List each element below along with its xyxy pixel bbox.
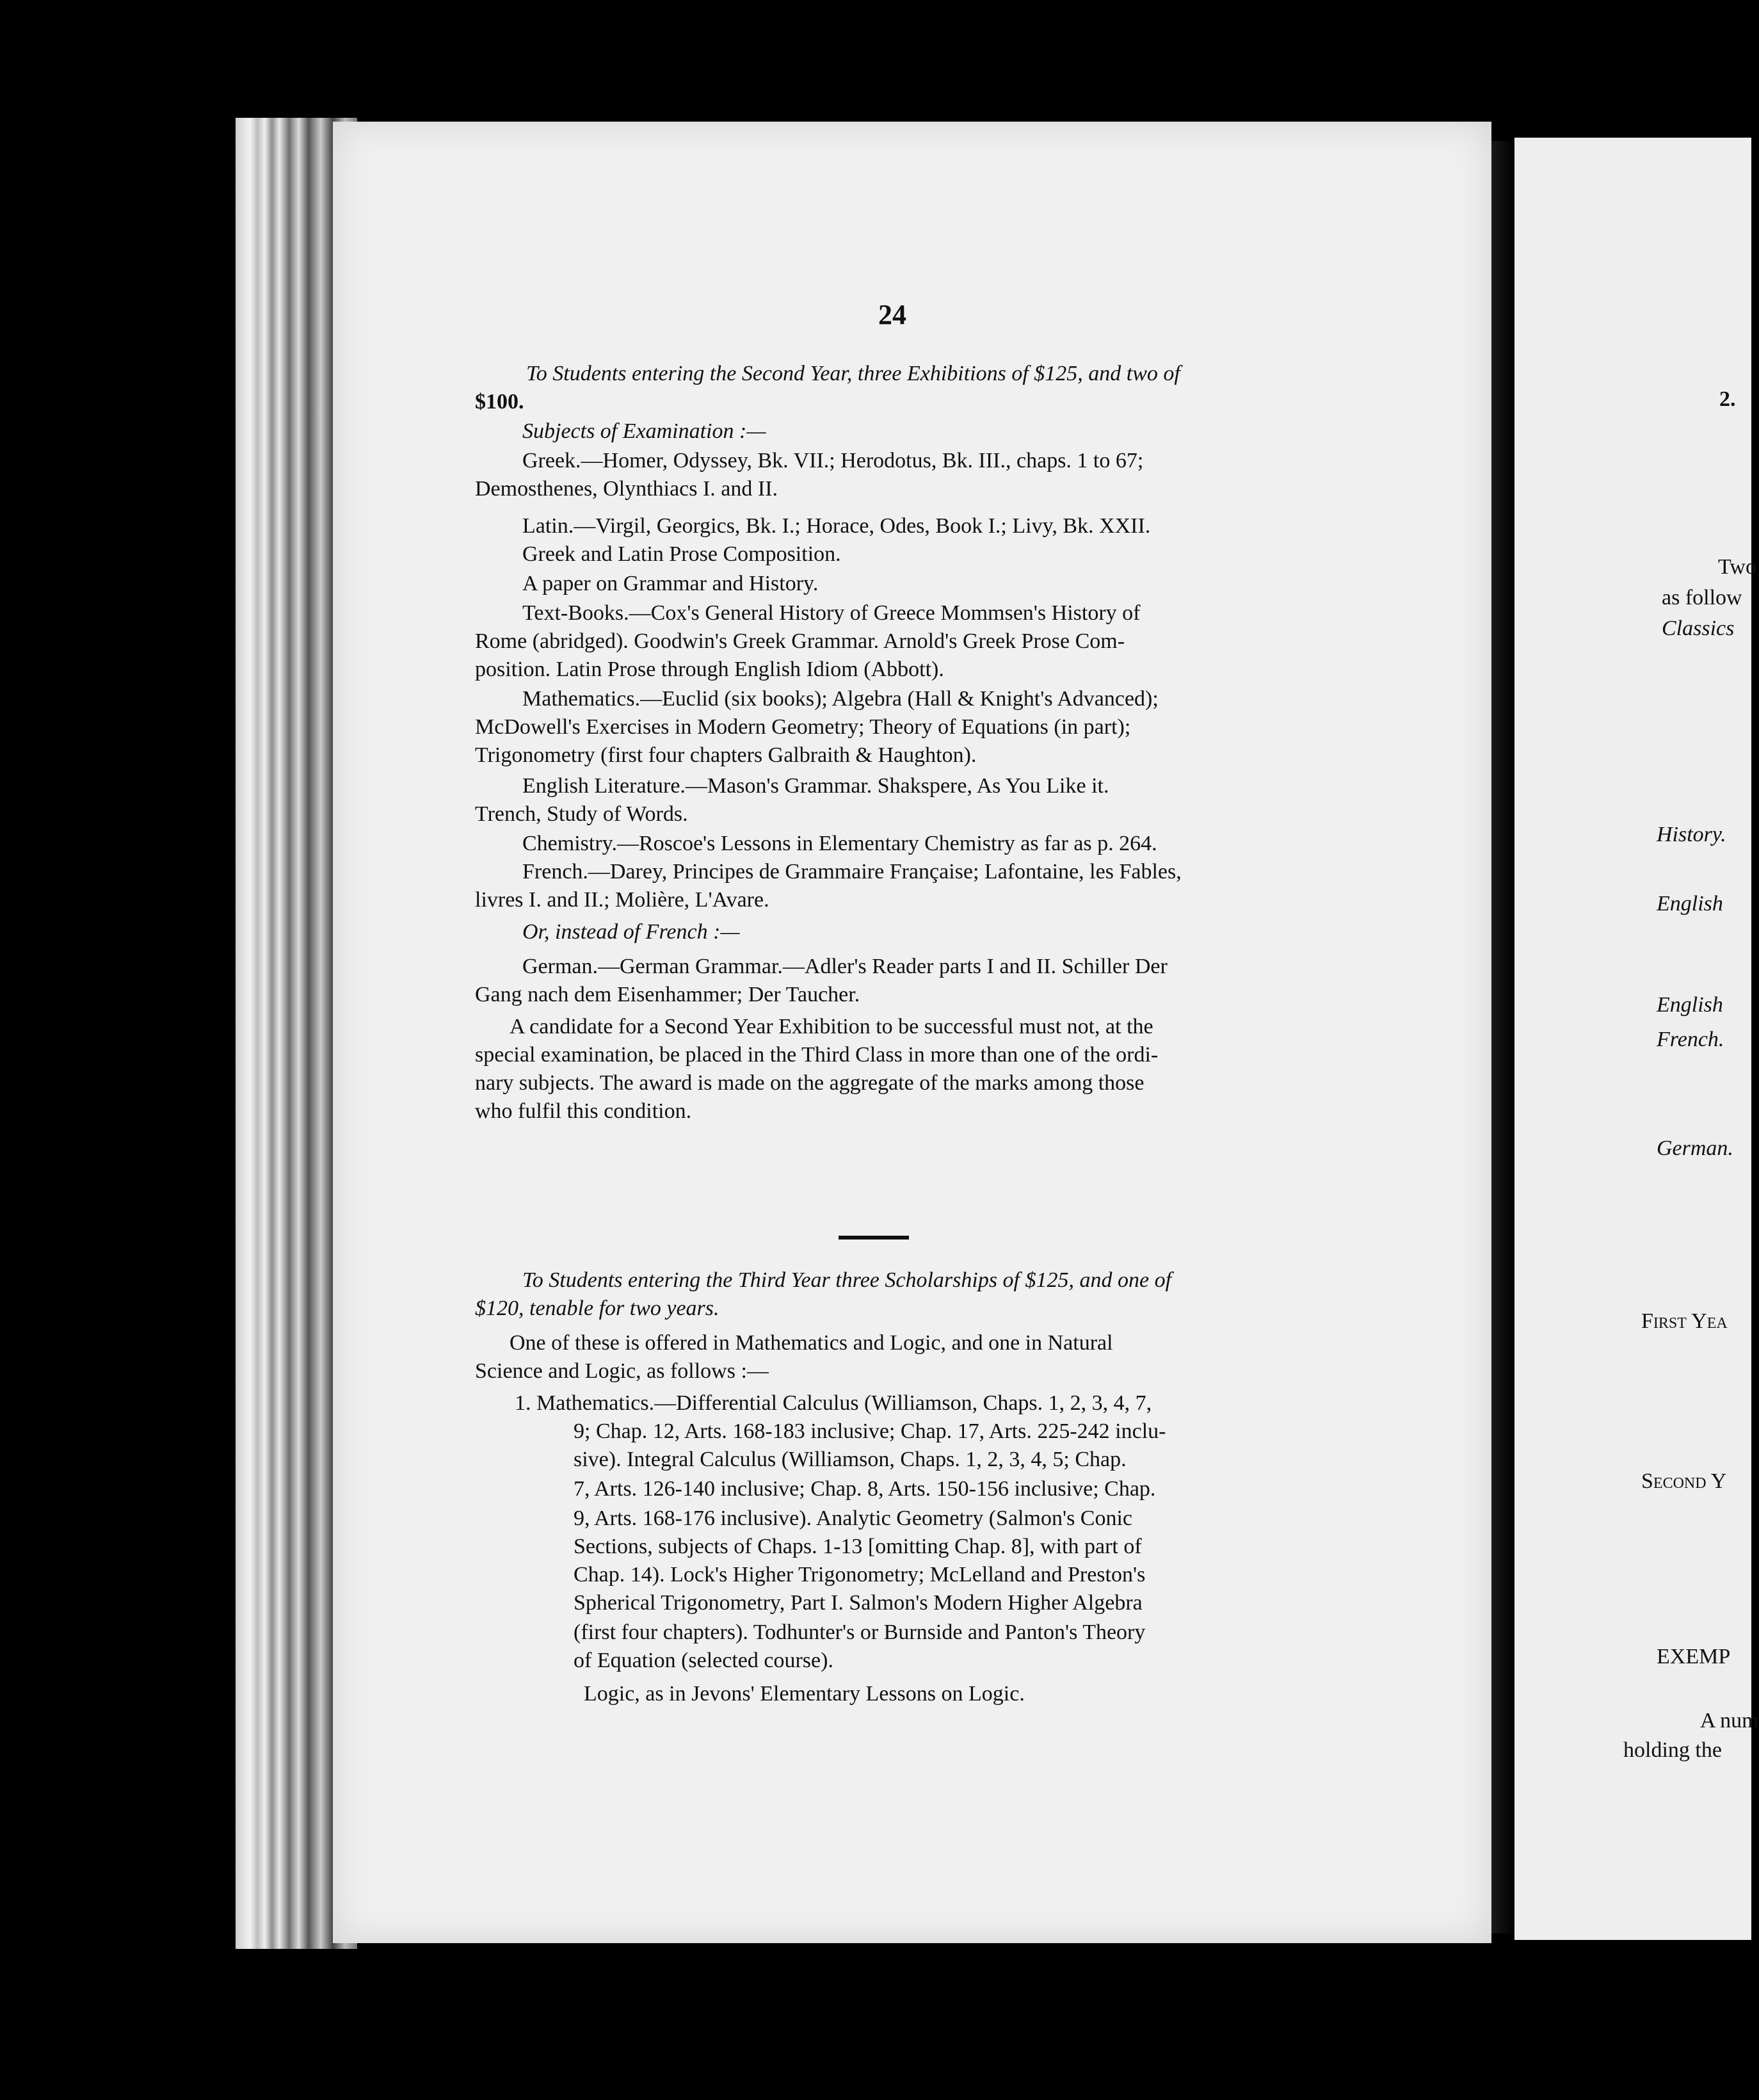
math-schol-line-9: (first four chapters). Todhunter's or Burnside and Panton's Theory (574, 1620, 1146, 1644)
right-fragment-8: German. (1657, 1136, 1733, 1160)
math-line-3: Trigonometry (first four chapters Galbraith & Haughton). (475, 743, 977, 767)
third-year-intro-2: Science and Logic, as follows :— (475, 1359, 769, 1383)
math-schol-line-1: 1. Mathematics.—Differential Calculus (Williamson, Chaps. 1, 2, 3, 4, 7, (515, 1391, 1152, 1415)
german-line-1: German.—German Grammar.—Adler's Reader parts I and II. Schiller Der (522, 955, 1168, 978)
second-year-heading-1: To Students entering the Second Year, three Exhibitions of $125, and two of (526, 362, 1180, 385)
math-line-1: Mathematics.—Euclid (six books); Algebra (Hall & Knight's Advanced); (522, 687, 1159, 711)
right-fragment-4: History. (1657, 823, 1726, 846)
condition-line-3: nary subjects. The award is made on the aggregate of the marks among those (475, 1071, 1145, 1095)
third-year-heading-2: $120, tenable for two years. (475, 1296, 719, 1320)
third-year-heading-1: To Students entering the Third Year three Scholarships of $125, and one of (522, 1268, 1172, 1292)
section-divider (839, 1236, 909, 1240)
right-fragment-6: English (1657, 993, 1723, 1017)
right-fragment-0: 2. (1719, 387, 1736, 411)
right-fragment-7: French. (1657, 1028, 1724, 1051)
right-page (1514, 138, 1759, 1940)
right-fragment-13: holding the (1623, 1738, 1722, 1762)
math-schol-line-2: 9; Chap. 12, Arts. 168-183 inclusive; Chap. 17, Arts. 225-242 inclu- (574, 1419, 1166, 1443)
right-fragment-12: A num (1700, 1709, 1759, 1732)
condition-line-2: special examination, be placed in the Third Class in more than one of the ordi- (475, 1043, 1159, 1067)
right-fragment-10: Second Y (1641, 1469, 1727, 1493)
right-fragment-2: as follow (1662, 586, 1742, 610)
greek-line-2: Demosthenes, Olynthiacs I. and II. (475, 477, 778, 501)
math-schol-line-10: of Equation (selected course). (574, 1649, 833, 1672)
math-schol-line-4: 7, Arts. 126-140 inclusive; Chap. 8, Arts. 150-156 inclusive; Chap. (574, 1477, 1156, 1501)
right-fragment-5: English (1657, 892, 1723, 916)
math-schol-line-6: Sections, subjects of Chaps. 1-13 [omitting Chap. 8], with part of (574, 1535, 1142, 1558)
condition-line-1: A candidate for a Second Year Exhibition to be successful must not, at the (510, 1015, 1153, 1038)
textbooks-line-1: Text-Books.—Cox's General History of Greece Mommsen's History of (522, 601, 1141, 625)
french-line-2: livres I. and II.; Molière, L'Avare. (475, 888, 769, 912)
right-fragment-11: EXEMP (1657, 1645, 1731, 1668)
third-year-intro-1: One of these is offered in Mathematics and Logic, and one in Natural (510, 1331, 1113, 1355)
subjects-label: Subjects of Examination :— (522, 419, 766, 443)
left-page (333, 122, 1491, 1943)
french-line-1: French.—Darey, Principes de Grammaire Française; Lafontaine, les Fables, (522, 860, 1182, 884)
math-line-2: McDowell's Exercises in Modern Geometry; Theory of Equations (in part); (475, 715, 1131, 739)
condition-line-4: who fulfil this condition. (475, 1099, 692, 1123)
german-line-2: Gang nach dem Eisenhammer; Der Taucher. (475, 983, 860, 1006)
logic-line: Logic, as in Jevons' Elementary Lessons on Logic. (584, 1682, 1025, 1706)
right-fragment-3: Classics (1662, 617, 1735, 640)
math-schol-line-3: sive). Integral Calculus (Williamson, Chaps. 1, 2, 3, 4, 5; Chap. (574, 1448, 1127, 1471)
or-instead-of-french: Or, instead of French :— (522, 920, 740, 944)
second-year-heading-2: $100. (475, 390, 524, 414)
page-number: 24 (878, 299, 906, 330)
english-line-1: English Literature.—Mason's Grammar. Shakspere, As You Like it. (522, 774, 1109, 798)
latin-line-2: Greek and Latin Prose Composition. (522, 542, 841, 566)
book-gutter (1491, 141, 1514, 1934)
english-line-2: Trench, Study of Words. (475, 802, 688, 826)
textbooks-line-3: position. Latin Prose through English Idiom (Abbott). (475, 658, 944, 681)
grammar-paper: A paper on Grammar and History. (522, 572, 819, 595)
chemistry-line: Chemistry.—Roscoe's Lessons in Elementary Chemistry as far as p. 264. (522, 832, 1157, 855)
right-fragment-1: Two (1718, 555, 1756, 579)
latin-line-1: Latin.—Virgil, Georgics, Bk. I.; Horace, Odes, Book I.; Livy, Bk. XXII. (522, 514, 1151, 538)
greek-line-1: Greek.—Homer, Odyssey, Bk. VII.; Herodotus, Bk. III., chaps. 1 to 67; (522, 449, 1144, 472)
math-schol-line-8: Spherical Trigonometry, Part I. Salmon's Modern Higher Algebra (574, 1591, 1143, 1615)
math-schol-line-7: Chap. 14). Lock's Higher Trigonometry; McLelland and Preston's (574, 1563, 1146, 1587)
math-schol-line-5: 9, Arts. 168-176 inclusive). Analytic Geometry (Salmon's Conic (574, 1506, 1133, 1530)
textbooks-line-2: Rome (abridged). Goodwin's Greek Grammar. Arnold's Greek Prose Com- (475, 629, 1125, 653)
right-fragment-9: First Yea (1641, 1309, 1728, 1333)
